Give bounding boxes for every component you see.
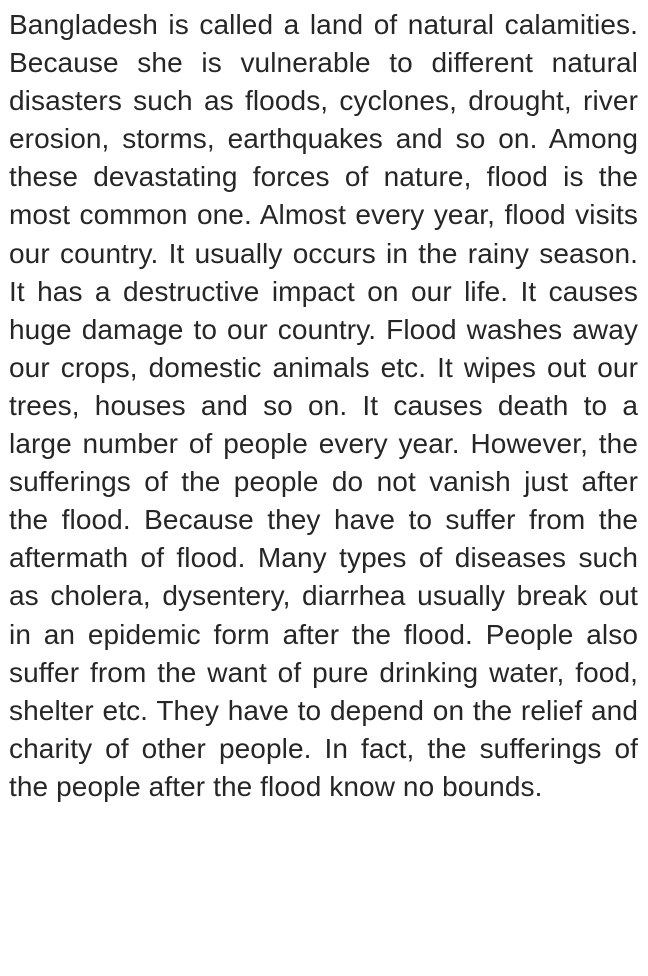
body-paragraph: Bangladesh is called a land of natural calamities. Because she is vulnerable to different natural disasters such as floods, cyclones, drought, river erosion, storms, earthquakes and so on. Among these devastating forces of nature, flood is the most common one. Almost every year, flood visits our country. It usually occurs in the rainy season. It has a destructive impact on our life. It causes huge damage to our country. Flood washes away our crops, domestic animals etc. It wipes out our trees, houses and so on. It causes death to a large number of people every year. However, the sufferings of the people do not vanish just after the flood. Because they have to suffer from the aftermath of flood. Many types of diseases such as cholera, dysentery, diarrhea usually break out in an epidemic form after the flood. People also suffer from the want of pure drinking water, food, shelter etc. They have to depend on the relief and charity of other people. In fact, the sufferings of the people after the flood know no bounds. [9,9,638,802]
